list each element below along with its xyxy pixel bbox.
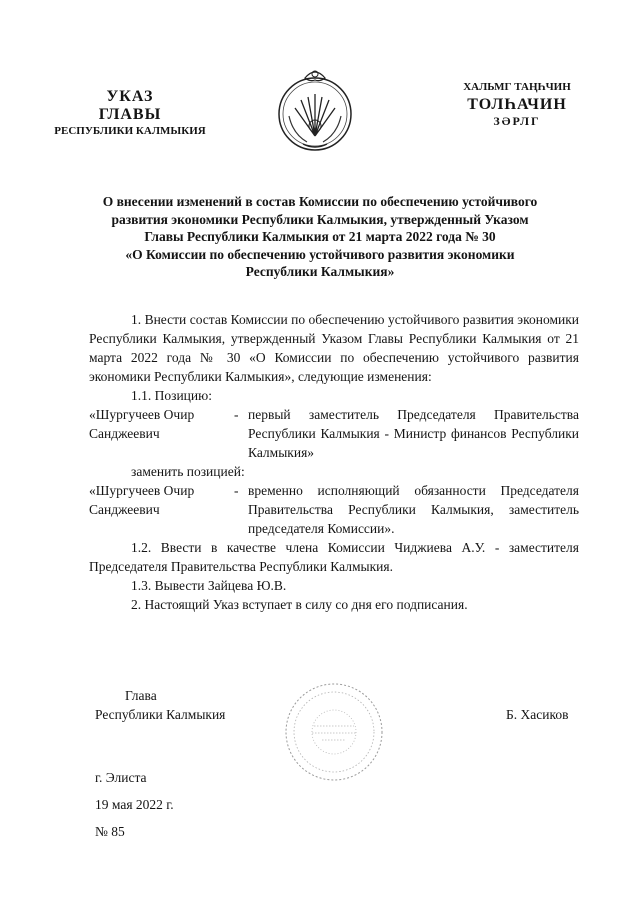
paragraph-1-1: 1.1. Позицию: [131, 388, 212, 403]
position-old [89, 405, 579, 462]
header-right-line2: ТОЛҺАЧИН [467, 96, 567, 113]
position-description: временно исполняющий обязанности Председателя Правительства Республики Калмыкия, заместитель председателя Комиссии». [248, 483, 579, 536]
city: г. Элиста [95, 770, 147, 785]
head-label: ГЛАВЫ [98, 106, 162, 123]
header-left [30, 88, 230, 138]
position-description: первый заместитель Председателя Правительства Республики Калмыкия - Министр финансов Республики Калмыкия» [248, 407, 579, 460]
signatory-name: Б. Хасиков [506, 707, 569, 722]
header-right [432, 80, 602, 129]
person-name: «Шургучеев Очир [89, 407, 195, 422]
header-right-line1: ХАЛЬМГ ТАҢҺЧИН [463, 81, 571, 93]
decree-number: № 85 [95, 824, 125, 839]
title-line: Главы Республики Калмыкия от 21 марта 2022 года № 30 [144, 229, 496, 244]
dash: - [234, 407, 239, 422]
position-republic: Республики Калмыкия [95, 707, 226, 722]
header-right-line3: ЗӘРЛГ [493, 114, 541, 128]
position-new [89, 481, 579, 538]
title-line: О внесении изменений в состав Комиссии по обеспечению устойчивого [102, 194, 538, 209]
person-name: «Шургучеев Очир [89, 483, 195, 498]
person-patronymic: Санджеевич [89, 502, 160, 517]
paragraph-1-2: 1.2. Ввести в качестве члена Комиссии Чиджиева А.У. - заместителя Председателя Правительства Республики Калмыкия. [89, 540, 579, 574]
title-line: «О Комиссии по обеспечению устойчивого развития экономики [125, 246, 515, 262]
republic-label: РЕСПУБЛИКИ КАЛМЫКИЯ [54, 125, 206, 137]
paragraph-1-3: 1.3. Вывести Зайцева Ю.В. [131, 578, 287, 593]
title-line: развития экономики Республики Калмыкия, утвержденный Указом [111, 211, 529, 227]
decree-date: 19 мая 2022 г. [95, 797, 174, 812]
position-title: Глава [125, 688, 157, 703]
title-line: Республики Калмыкия» [245, 264, 395, 279]
paragraph-1: 1. Внести состав Комиссии по обеспечению устойчивого развития экономики Республики Калмыкия, утвержденный Указом Главы Республики Калмыкия от 21 марта 2022 года № 30 «О Комиссии по обеспечению устойчивого развития экономики Республики Калмыкия», следующие изменения: [89, 312, 579, 384]
signature-position [95, 686, 225, 724]
paragraph-2: 2. Настоящий Указ вступает в силу со дня его подписания. [131, 597, 468, 612]
document-body [89, 310, 579, 614]
decree-label: УКАЗ [106, 88, 154, 105]
person-patronymic: Санджеевич [89, 426, 160, 441]
replace-label: заменить позицией: [131, 464, 245, 479]
official-stamp-icon [282, 680, 387, 785]
document-title [60, 193, 580, 281]
coat-of-arms-emblem-icon [275, 64, 355, 156]
dash: - [234, 483, 239, 498]
